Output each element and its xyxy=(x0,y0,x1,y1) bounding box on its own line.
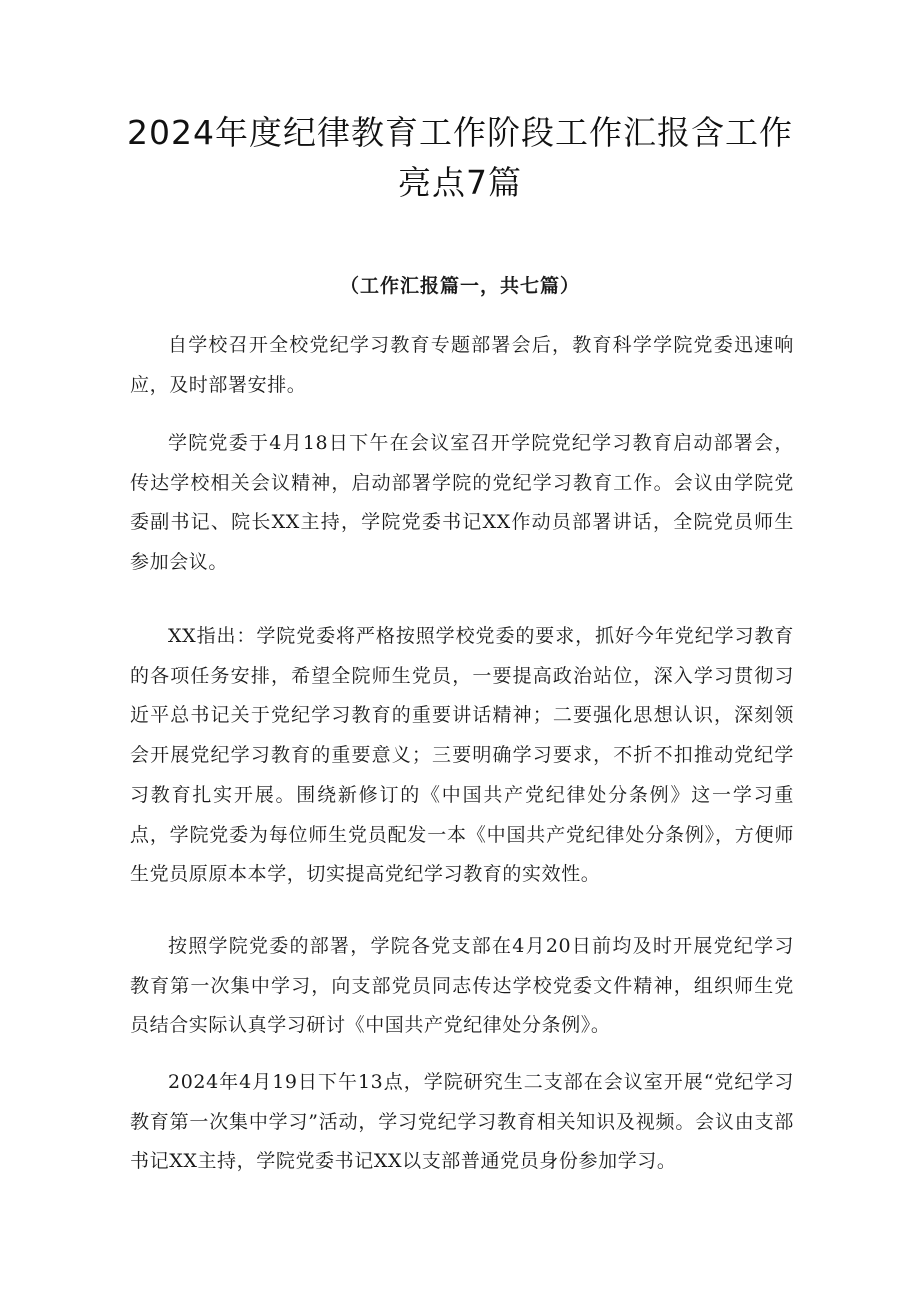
body-paragraph-1: 自学校召开全校党纪学习教育专题部署会后，教育科学学院党委迅速响应，及时部署安排。 xyxy=(130,334,794,396)
body-paragraph-4: 按照学院党委的部署，学院各党支部在4月20日前均及时开展党纪学习教育第一次集中学习，向支部党员同志传达学校党委文件精神，组织师生党员结合实际认真学习研讨《中国共产党纪律处分条例》。 xyxy=(130,935,794,1037)
body-paragraph-3: XX指出：学院党委将严格按照学校党委的要求，抓好今年党纪学习教育的各项任务安排，希望全院师生党员，一要提高政治站位，深入学习贯彻习近平总书记关于党纪学习教育的重要讲话精神；二要强化思想认识，深刻领会开展党纪学习教育的重要意义；三要明确学习要求，不折不扣推动党纪学习教育扎实开展。围绕新修订的《中国共产党纪律处分条例》这一学习重点，学院党委为每位师生党员配发一本《中国共产党纪律处分条例》，方便师生党员原原本本学，切实提高党纪学习教育的实效性。 xyxy=(130,625,794,886)
body-paragraph-2: 学院党委于4月18日下午在会议室召开学院党纪学习教育启动部署会，传达学校相关会议精神，启动部署学院的党纪学习教育工作。会议由学院党委副书记、院长XX主持，学院党委书记XX作动员部署讲话，全院党员师生参加会议。 xyxy=(130,432,794,574)
body-paragraph-5: 2024年4月19日下午13点，学院研究生二支部在会议室开展“党纪学习教育第一次集中学习”活动，学习党纪学习教育相关知识及视频。会议由支部书记XX主持，学院党委书记XX以支部普通党员身份参加学习。 xyxy=(130,1071,794,1173)
section-subtitle: （工作汇报篇一，共七篇） xyxy=(339,275,580,297)
document-title: 2024年度纪律教育工作阶段工作汇报含工作亮点7篇 xyxy=(127,113,793,202)
